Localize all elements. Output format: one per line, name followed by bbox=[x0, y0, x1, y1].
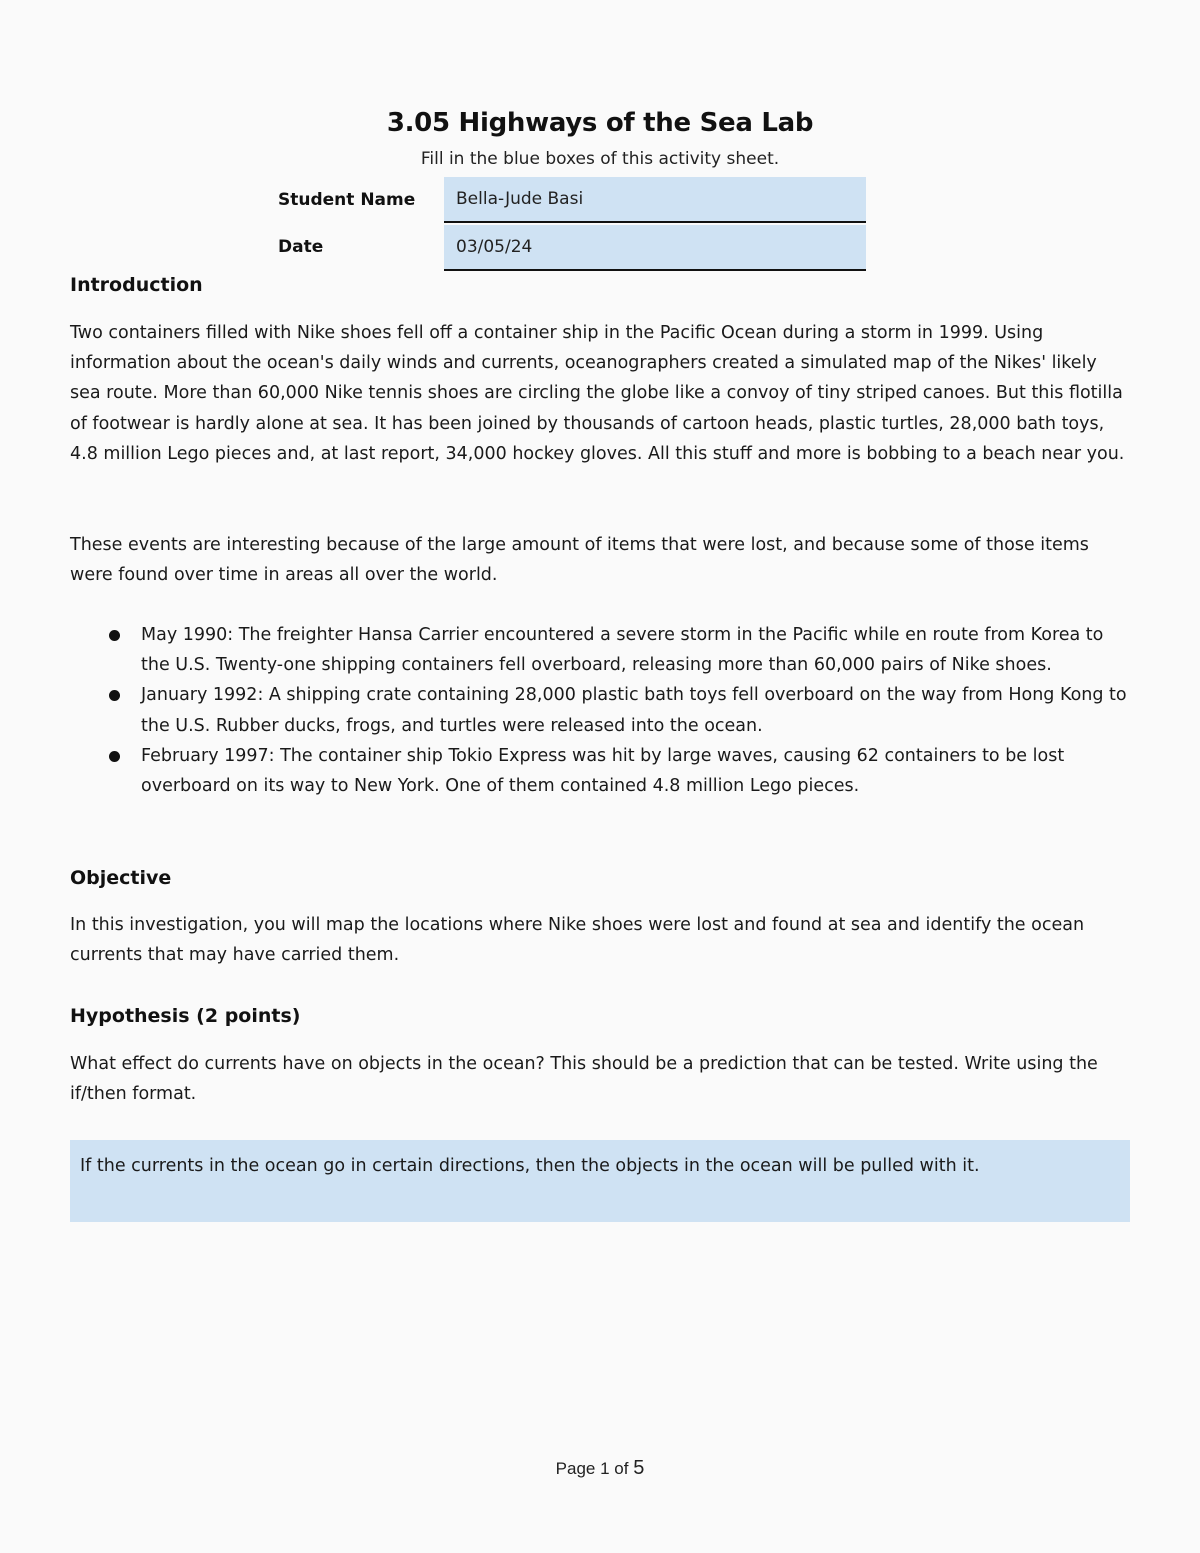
current-page-number: 1 bbox=[600, 1459, 610, 1478]
bullet-icon bbox=[109, 630, 120, 641]
student-name-field[interactable]: Bella-Jude Basi bbox=[444, 177, 866, 223]
page-title: 3.05 Highways of the Sea Lab bbox=[386, 108, 814, 138]
hypothesis-heading: Hypothesis (2 points) bbox=[70, 1005, 301, 1027]
event-text: January 1992: A shipping crate containing 28,000 plastic bath toys fell overboard on the way from Hong Kong to the U.S. Rubber ducks, frogs, and turtles were released into the ocean. bbox=[141, 685, 1127, 736]
objective-heading: Objective bbox=[70, 867, 172, 889]
list-item bbox=[70, 741, 1132, 801]
page-word: Page bbox=[555, 1459, 596, 1478]
date-label: Date bbox=[278, 237, 324, 257]
list-item bbox=[70, 680, 1132, 740]
page-footer bbox=[0, 1457, 1200, 1480]
introduction-heading: Introduction bbox=[70, 274, 203, 296]
event-text: May 1990: The freighter Hansa Carrier encountered a severe storm in the Pacific while en route from Korea to the U.S. Twenty-one shipping containers fell overboard, releasing more than 60,000 pairs of Nike shoes. bbox=[141, 625, 1104, 676]
date-field[interactable]: 03/05/24 bbox=[444, 225, 866, 271]
bullet-icon bbox=[109, 690, 120, 701]
of-word: of bbox=[614, 1459, 629, 1478]
hypothesis-prompt: What effect do currents have on objects in the ocean? This should be a prediction that can be tested. Write using the if/then format. bbox=[70, 1054, 1098, 1105]
student-name-label: Student Name bbox=[278, 190, 416, 210]
hypothesis-answer-field[interactable]: If the currents in the ocean go in certain directions, then the objects in the ocean will be pulled with it. bbox=[70, 1140, 1130, 1222]
total-pages-number: 5 bbox=[633, 1457, 645, 1479]
introduction-paragraph-2: These events are interesting because of the large amount of items that were lost, and because some of those items were found over time in areas all over the world. bbox=[70, 535, 1089, 586]
objective-text: In this investigation, you will map the locations where Nike shoes were lost and found at sea and identify the ocean currents that may have carried them. bbox=[70, 915, 1085, 966]
events-list bbox=[70, 620, 1132, 801]
introduction-paragraph-1: Two containers filled with Nike shoes fell off a container ship in the Pacific Ocean during a storm in 1999. Using information about the ocean's daily winds and currents, oceanographers created a simulated map of the Nikes' likely sea route. More than 60,000 Nike tennis shoes are circling the globe like a convoy of tiny striped canoes. But this flotilla of footwear is hardly alone at sea. It has been joined by thousands of cartoon heads, plastic turtles, 28,000 bath toys, 4.8 million Lego pieces and, at last report, 34,000 hockey gloves. All this stuff and more is bobbing to a beach near you. bbox=[70, 323, 1125, 464]
page-subtitle: Fill in the blue boxes of this activity sheet. bbox=[420, 149, 780, 169]
event-text: February 1997: The container ship Tokio Express was hit by large waves, causing 62 containers to be lost overboard on its way to New York. One of them contained 4.8 million Lego pieces. bbox=[141, 745, 1065, 797]
bullet-icon bbox=[109, 751, 120, 762]
list-item bbox=[70, 620, 1132, 680]
